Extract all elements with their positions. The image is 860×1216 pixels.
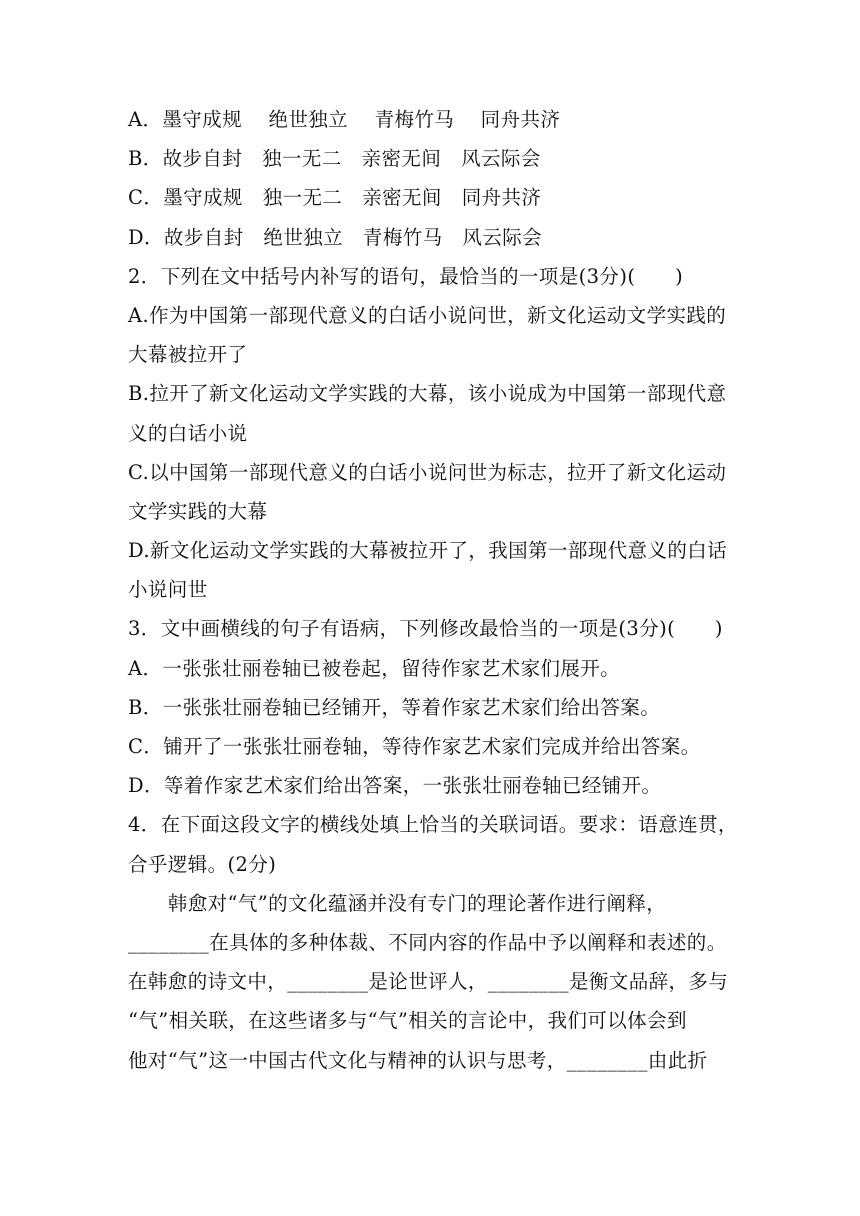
q3-option-c: C．铺开了一张张壮丽卷轴，等待作家艺术家们完成并给出答案。 xyxy=(128,735,701,758)
question-content xyxy=(128,100,740,1080)
q1-option-b: B．故步自封 独一无二 亲密无间 风云际会 xyxy=(128,147,541,171)
q2-option-b-line1: B.拉开了新文化运动文学实践的大幕，该小说成为中国第一部现代意 xyxy=(128,382,727,406)
q3-option-b: B．一张张壮丽卷轴已经铺开，等着作家艺术家们给出答案。 xyxy=(128,695,661,719)
q2-option-c-line2: 文学实践的大幕 xyxy=(128,499,268,523)
q4-passage-line: ________在具体的多种体裁、不同内容的作品中予以阐释和表述的。 xyxy=(128,930,727,954)
q4-passage-line: 在韩愈的诗文中，________是论世评人，________是衡文品辞，多与 xyxy=(128,970,729,994)
q4-stem-line1: 4．在下面这段文字的横线处填上恰当的关联词语。要求：语意连贯， xyxy=(128,813,738,837)
q1-options xyxy=(128,100,740,257)
q3-option-d: D．等着作家艺术家们给出答案，一张张壮丽卷轴已经铺开。 xyxy=(128,774,662,798)
q2-option-a-line1: A.作为中国第一部现代意义的白话小说问世，新文化运动文学实践的 xyxy=(128,303,727,327)
question-4 xyxy=(128,805,740,1079)
q2-stem: 2．下列在文中括号内补写的语句，最恰当的一项是(3分)( ) xyxy=(128,264,684,288)
q3-option-a: A．一张张壮丽卷轴已被卷起，留待作家艺术家们展开。 xyxy=(128,656,621,680)
q2-option-c-line1: C.以中国第一部现代意义的白话小说问世为标志，拉开了新文化运动 xyxy=(128,460,727,484)
q4-passage-line: “气”相关联，在这些诸多与“气”相关的言论中，我们可以体会到 xyxy=(128,1009,687,1033)
question-2 xyxy=(128,257,740,610)
q2-option-d-line1: D.新文化运动文学实践的大幕被拉开了，我国第一部现代意义的白话 xyxy=(128,539,728,563)
question-3 xyxy=(128,609,740,805)
q4-stem-line2: 合乎逻辑。(2分) xyxy=(128,852,277,876)
q1-option-d: D．故步自封 绝世独立 青梅竹马 风云际会 xyxy=(128,225,543,249)
q4-passage-line: 韩愈对“气”的文化蕴涵并没有专门的理论著作进行阐释， xyxy=(128,891,667,915)
q2-option-b-line2: 义的白话小说 xyxy=(128,421,248,445)
q1-option-c: C．墨守成规 独一无二 亲密无间 同舟共济 xyxy=(128,186,542,210)
q4-passage-line: 他对“气”这一中国古代文化与精神的认识与思考，________由此折 xyxy=(128,1048,708,1072)
q4-passage xyxy=(128,884,740,1080)
q1-option-a: A．墨守成规 绝世独立 青梅竹马 同舟共济 xyxy=(128,108,561,131)
q2-option-d-line2: 小说问世 xyxy=(128,578,208,602)
q2-option-a-line2: 大幕被拉开了 xyxy=(128,343,248,367)
q3-stem: 3．文中画横线的句子有语病，下列修改最恰当的一项是(3分)( ) xyxy=(128,617,723,641)
